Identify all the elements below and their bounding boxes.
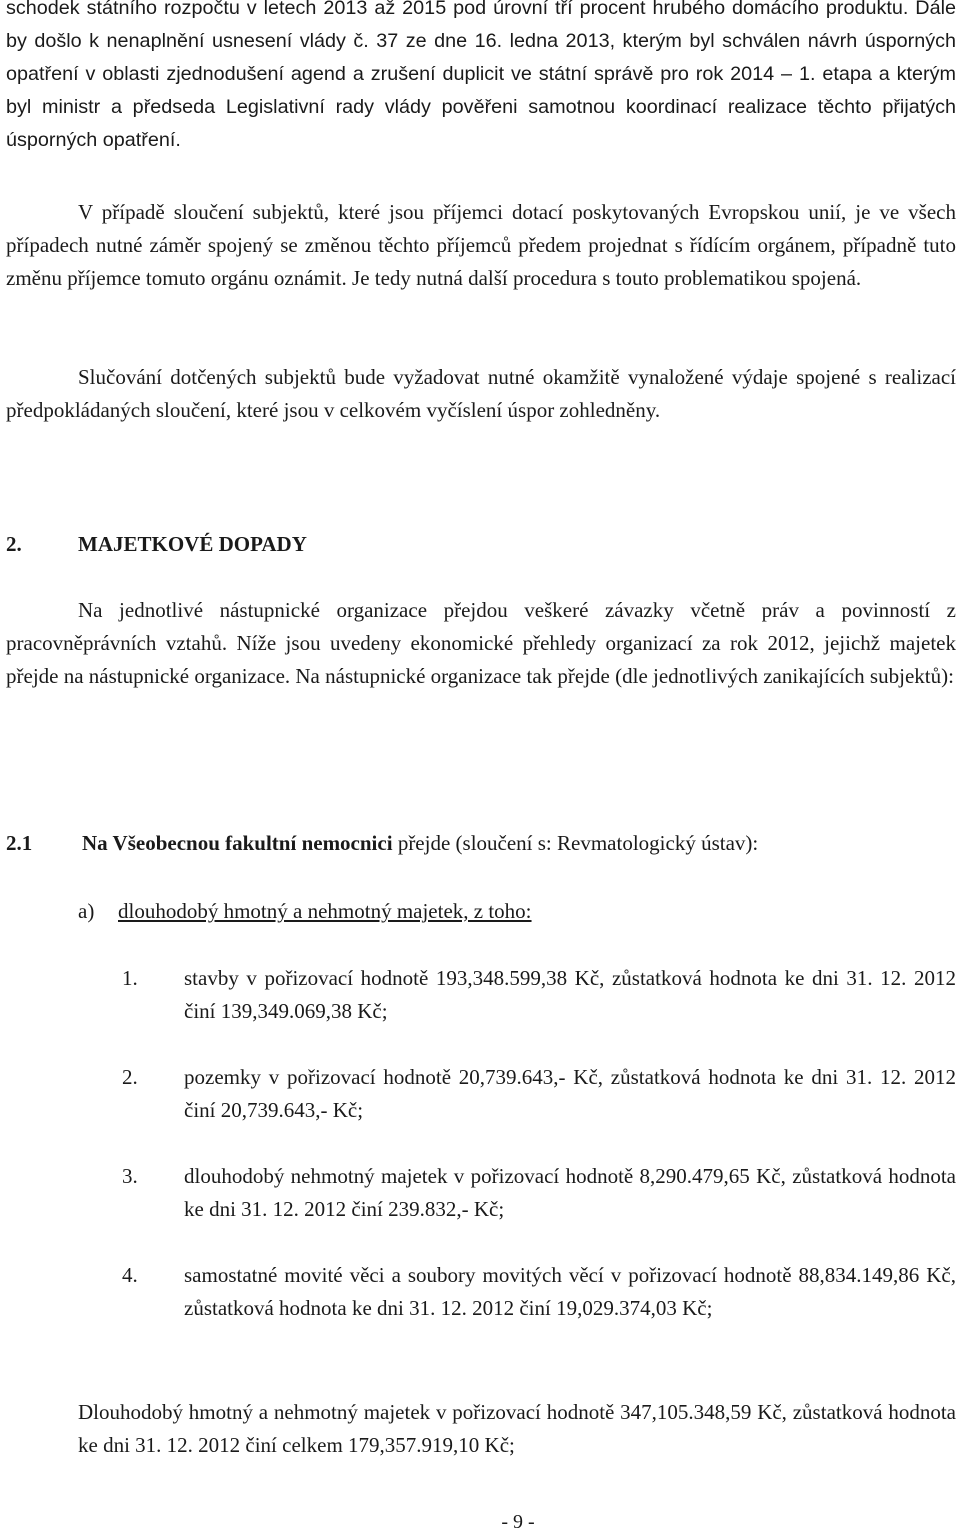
- subsection-number: 2.1: [6, 831, 33, 855]
- subsection-heading: [6, 827, 956, 860]
- list-item-text: pozemky v pořizovací hodnotě 20,739.643,- Kč, zůstatková hodnota ke dni 31. 12. 2012 činí 20,739.643,- Kč;: [184, 1065, 956, 1122]
- section-number: 2.: [6, 532, 22, 556]
- sub-item-letter: a): [78, 899, 95, 923]
- paragraph-eu-subsidies: [6, 196, 956, 295]
- paragraph-summary: Dlouhodobý hmotný a nehmotný majetek v pořizovací hodnotě 347,105.348,59 Kč, zůstatková hodnota ke dni 31. 12. 2012 činí celkem 179,357.919,10 Kč;: [78, 1400, 956, 1457]
- paragraph-eu-subsidies-text: V případě sloučení subjektů, které jsou příjemci dotací poskytovaných Evropskou unií, je ve všech případech nutné záměr spojený se změnou těchto příjemců předem projednat s řídícím orgánem, případně tuto změnu příjemce tomuto orgánu oznámit.: [6, 200, 956, 290]
- list-item: [122, 1160, 956, 1226]
- list-item-number: 1.: [122, 966, 138, 990]
- list-item-number: 2.: [122, 1065, 138, 1089]
- list-item: [122, 1061, 956, 1127]
- sub-item-a: [78, 895, 956, 928]
- list-item-text: stavby v pořizovací hodnotě 193,348.599,38 Kč, zůstatková hodnota ke dni 31. 12. 2012 činí 139,349.069,38 Kč;: [184, 966, 956, 1023]
- subsection-bold-text: Na Všeobecnou fakultní nemocnici: [82, 831, 393, 855]
- section-heading: [6, 528, 956, 561]
- page-number: - 9 -: [501, 1511, 535, 1533]
- list-item: [122, 962, 956, 1028]
- paragraph-successor-organizations: Na jednotlivé nástupnické organizace přejdou veškeré závazky včetně práv a povinností z pracovněprávních vztahů. Níže jsou uvedeny ekonomické přehledy organizací za rok 2012, jejichž majetek přejde na nástupnické organizace. Na nástupnické organizace tak přejde (dle jednotlivých zanikajících subjektů):: [6, 598, 956, 688]
- paragraph-merging-costs: Slučování dotčených subjektů bude vyžadovat nutné okamžitě vynaložené výdaje spojené s realizací předpokládaných sloučení, které jsou v celkovém vyčíslení úspor zohledněny.: [6, 365, 956, 422]
- section-title: MAJETKOVÉ DOPADY: [78, 532, 307, 556]
- list-item-number: 3.: [122, 1164, 138, 1188]
- subsection-rest-text: přejde (sloučení s: Revmatologický ústav):: [392, 831, 759, 855]
- list-item-number: 4.: [122, 1263, 138, 1287]
- list-item-text: dlouhodobý nehmotný majetek v pořizovací hodnotě 8,290.479,65 Kč, zůstatková hodnota ke dni 31. 12. 2012 činí 239.832,- Kč;: [184, 1164, 956, 1221]
- document-page: [6, 0, 956, 1537]
- paragraph-budget-deficit: schodek státního rozpočtu v letech 2013 až 2015 pod úrovní tří procent hrubého domácího produktu. Dále by došlo k nenaplnění usnesení vlády č. 37 ze dne 16. ledna 2013, kterým byl schválen návrh úsporných opatření v oblasti zjednodušení agend a zrušení duplicit ve státní správě pro rok 2014 – 1. etapa a kterým byl ministr a předseda Legislativní rady vlády pověřeni samotnou koordinací realizace těchto přijatých úsporných opatření.: [6, 0, 956, 151]
- list-item: [122, 1259, 956, 1325]
- paragraph-eu-subsidies-conclusion: Je tedy nutná další procedura s touto problematikou spojená.: [352, 266, 862, 290]
- sub-item-text: dlouhodobý hmotný a nehmotný majetek, z toho:: [118, 899, 532, 923]
- list-item-text: samostatné movité věci a soubory movitých věcí v pořizovací hodnotě 88,834.149,86 Kč, zůstatková hodnota ke dni 31. 12. 2012 činí 19,029.374,03 Kč;: [184, 1263, 956, 1320]
